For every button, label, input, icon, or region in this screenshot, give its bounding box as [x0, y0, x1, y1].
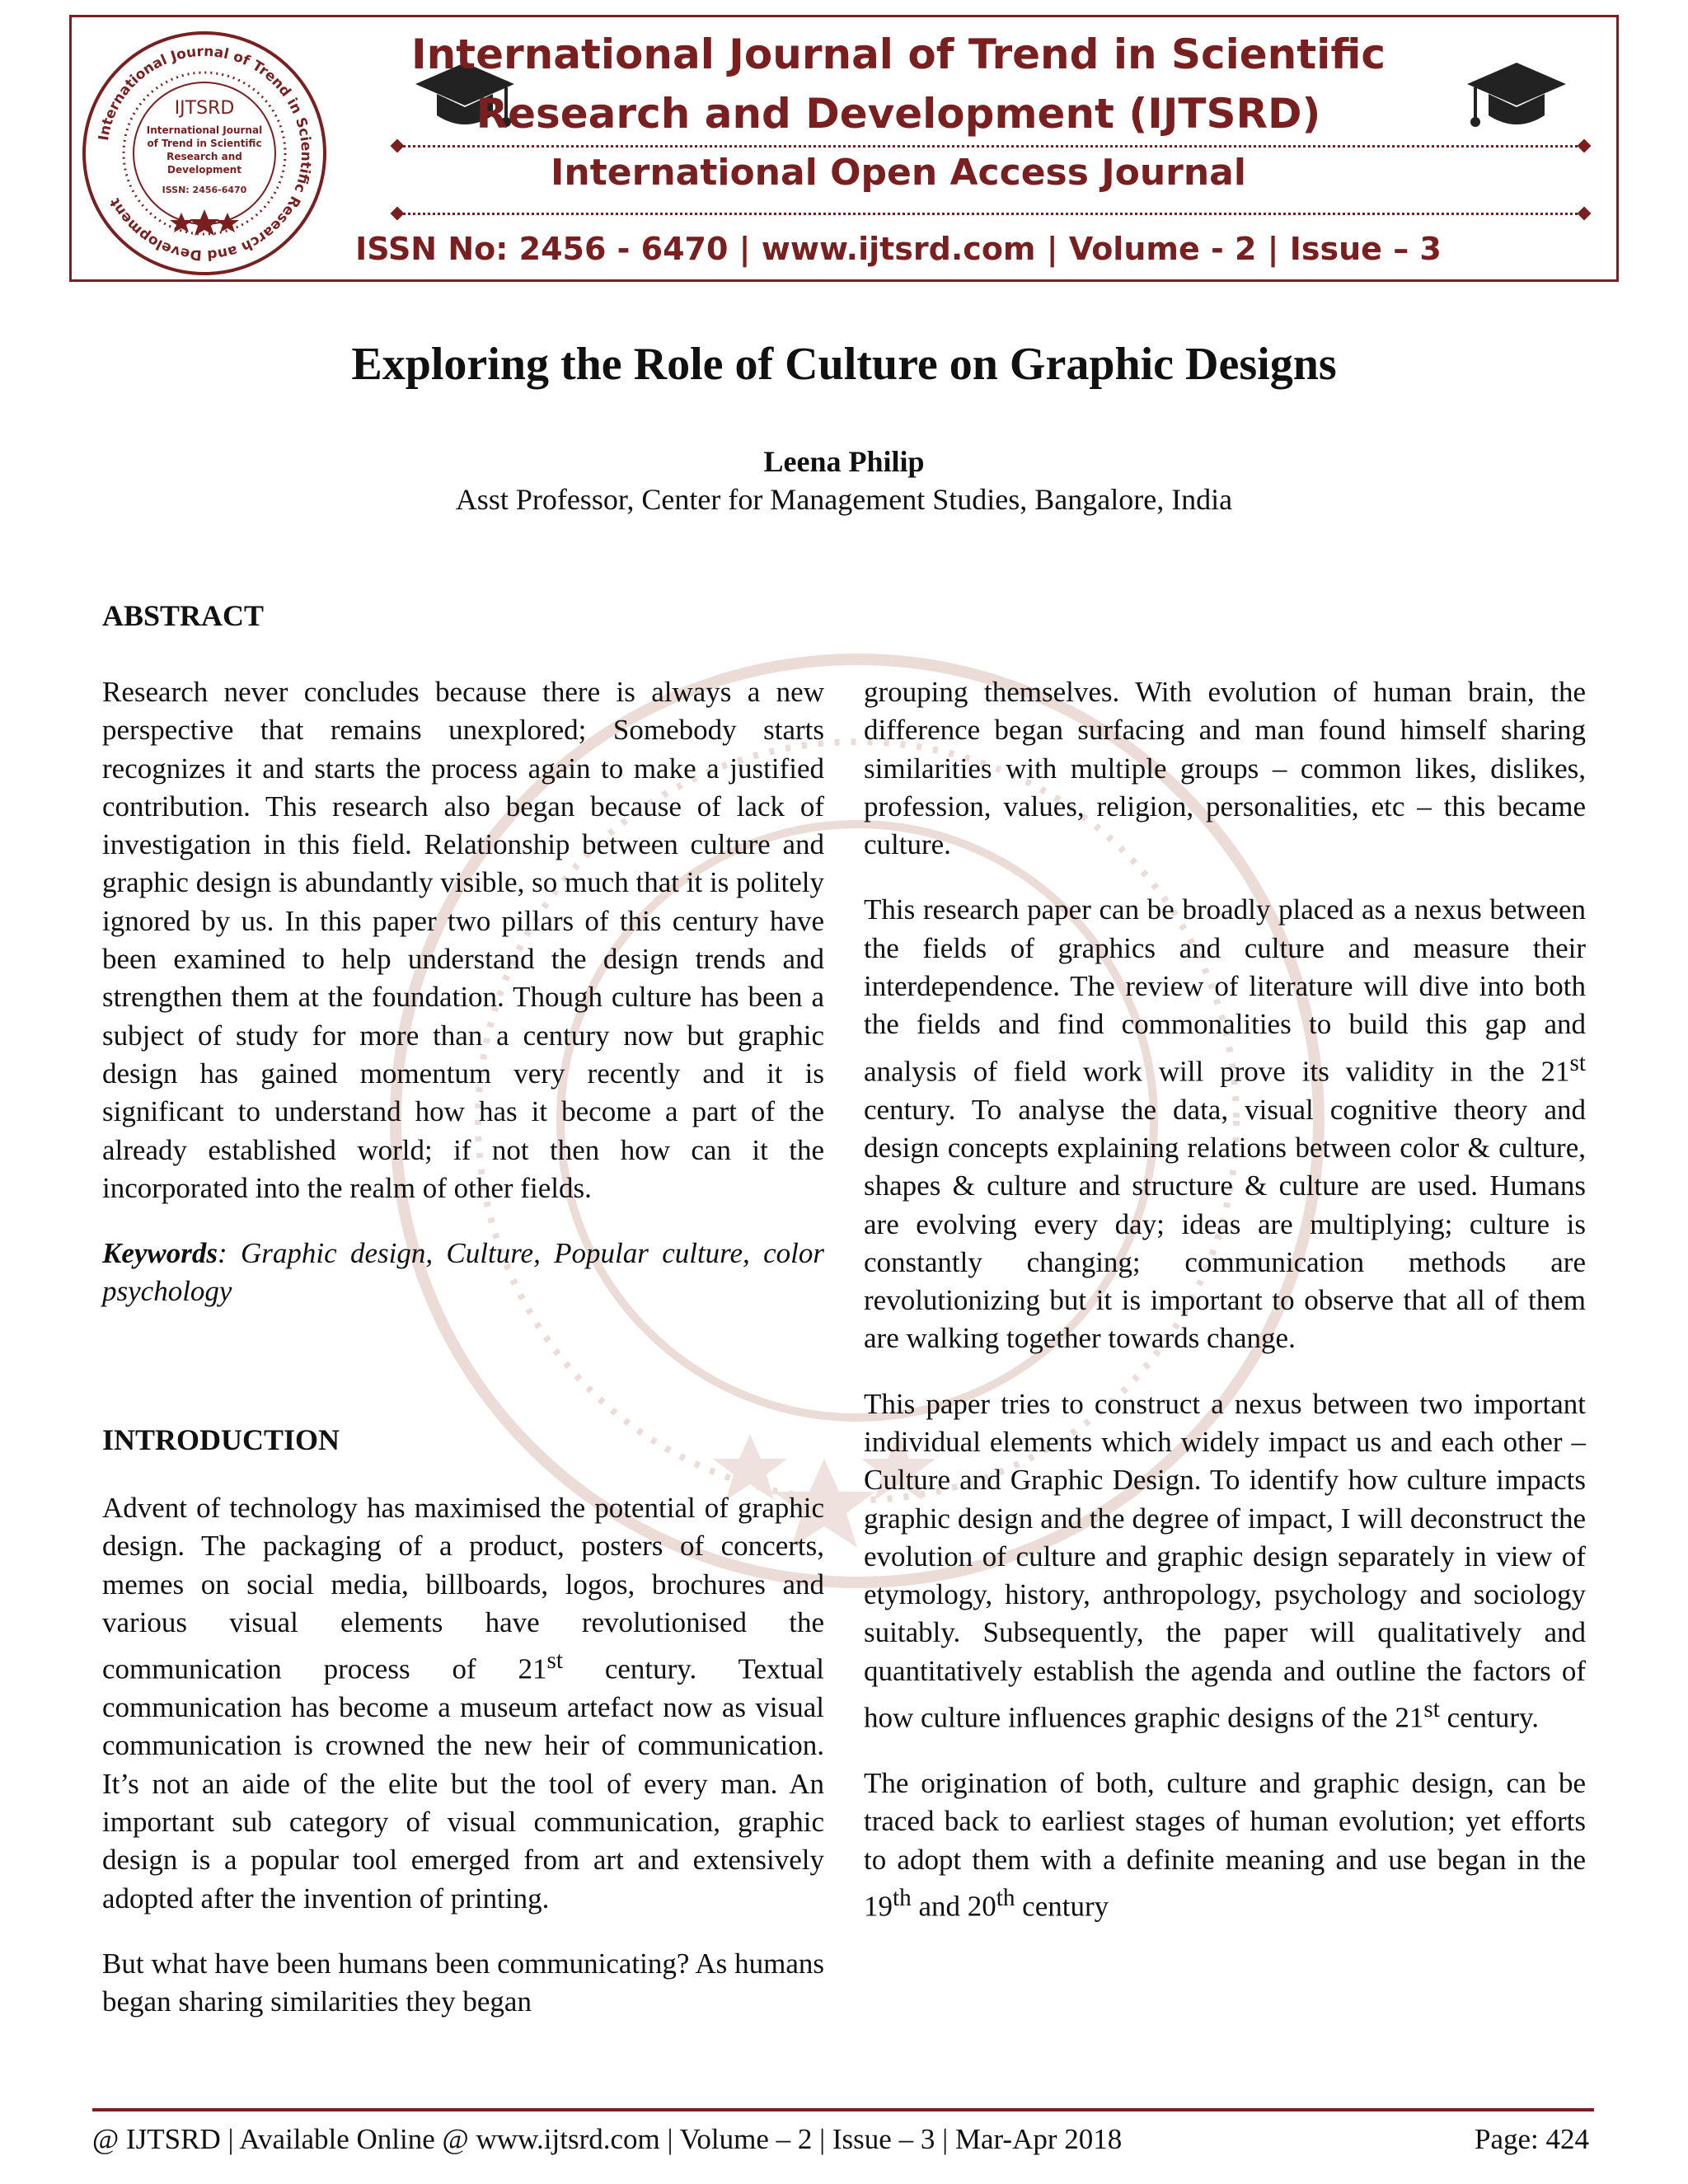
- journal-subtitle: International Open Access Journal: [551, 152, 1246, 194]
- page-footer: [92, 2116, 1594, 2163]
- paper-title: Exploring the Role of Culture on Graphic Designs: [351, 339, 1337, 390]
- body-paragraph: [864, 1765, 1586, 1926]
- logo-inner-line: of Trend in Scientific: [147, 138, 262, 149]
- superscript: th: [996, 1884, 1015, 1911]
- left-column: [102, 673, 824, 1338]
- logo-ring-text: International Journal of Trend in Scientific Research and Development: [96, 43, 315, 264]
- logo-inner-line: Research and: [166, 151, 242, 162]
- footer-left-text: @ IJTSRD | Available Online @ www.ijtsrd.com | Volume – 2 | Issue – 3 | Mar-Apr 2018: [92, 2123, 1123, 2155]
- keywords-label: Keywords: [102, 1237, 218, 1270]
- abstract-heading: ABSTRACT: [102, 599, 265, 632]
- dotted-divider: [397, 145, 1584, 148]
- superscript: st: [546, 1647, 563, 1675]
- left-column-intro: [102, 1489, 824, 2049]
- body-paragraph: grouping themselves. With evolution of human brain, the difference began surfacing and man found himself sharing similarities with multiple groups – common likes, dislikes, profession, values, religion, personalities, etc – this became culture.: [864, 676, 1586, 861]
- text-run: century. To analyse the data, visual cognitive theory and design concepts explaining relations between color & culture, shapes & culture and structure & culture are used. Humans are evolving every day; ideas are multiplying; culture is constantly changing; communication methods are revolutionizing but it is important to observe that all of them are walking together towards change.: [864, 1093, 1586, 1355]
- journal-issn-line: ISSN No: 2456 - 6470 | www.ijtsrd.com | Volume - 2 | Issue – 3: [355, 231, 1442, 267]
- keywords: [102, 1235, 824, 1311]
- logo-inner-line: International Journal: [146, 124, 263, 136]
- graduation-cap-icon: [1464, 58, 1569, 137]
- logo-abbr: IJTSRD: [174, 98, 235, 119]
- page-number: Page: 424: [1474, 2123, 1589, 2155]
- journal-title-line: Research and Development (IJTSRD): [476, 90, 1321, 138]
- journal-title: [346, 25, 1451, 143]
- text-run: The origination of both, culture and graphic design, can be traced back to earliest stages of human evolution; yet efforts to adopt them with a definite meaning and use began in the 19: [864, 1767, 1586, 1923]
- dotted-divider: [397, 213, 1584, 215]
- text-run: century. Textual communication has become a museum artefact now as visual communication is crowned the new heir of communication. It’s not an aide of the elite but the tool of every man. An important sub category of visual communication, graphic design is a popular tool emerged from art and extensively adopted after the invention of printing.: [102, 1652, 824, 1915]
- superscript: th: [893, 1884, 912, 1911]
- logo-inner-line: Development: [167, 164, 241, 176]
- ijtsrd-logo: [81, 30, 328, 277]
- keywords-text: : Graphic design, Culture, Popular culture, color psychology: [102, 1237, 824, 1308]
- text-run: Advent of technology has maximised the potential of graphic design. The packaging of a product, posters of concerts, memes on social media, billboards, logos, brochures and various visual elements have revolutionised the communication process of 21: [102, 1492, 824, 1685]
- text-run: century: [1015, 1890, 1109, 1923]
- right-column: [864, 673, 1586, 1953]
- author-name: Leena Philip: [763, 445, 925, 478]
- footer-rule: [92, 2108, 1594, 2111]
- superscript: st: [1569, 1049, 1586, 1076]
- introduction-heading: INTRODUCTION: [102, 1423, 340, 1456]
- intro-paragraph: But what have been humans been communicating? As humans began sharing similarities they began: [102, 1947, 824, 2018]
- abstract-paragraph: Research never concludes because there is always a new perspective that remains unexplored; Somebody starts recognizes it and starts the process again to make a justified contribution. This research also began because of lack of investigation in this field. Relationship between culture and graphic design is abundantly visible, so much that it is politely ignored by us. In this paper two pillars of this century have been examined to help understand the design trends and strengthen them at the foundation. Though culture has been a subject of study for more than a century now but graphic design has gained momentum very recently and it is significant to understand how has it become a part of the already established world; if not then how can it the incorporated into the realm of other fields.: [102, 676, 824, 1204]
- text-run: and 20: [911, 1890, 996, 1923]
- body-paragraph: [864, 1385, 1586, 1737]
- text-run: century.: [1439, 1701, 1540, 1734]
- intro-paragraph: [102, 1489, 824, 1918]
- author-affiliation: Asst Professor, Center for Management Studies, Bangalore, India: [455, 483, 1233, 516]
- journal-title-line: International Journal of Trend in Scientific: [410, 30, 1386, 78]
- text-run: This research paper can be broadly placed as a nexus between the fields of graphics and culture and measure their interdependence. The review of literature will dive into both the fields and find commonalities to build this gap and analysis of field work will prove its validity in the 21: [864, 893, 1586, 1088]
- text-run: This paper tries to construct a nexus between two important individual elements which widely impact us and each other – Culture and Graphic Design. To identify how culture impacts graphic design and the degree of impact, I will deconstruct the evolution of culture and graphic design separately in view of etymology, history, anthropology, psychology and sociology suitably. Subsequently, the paper will qualitatively and quantitatively establish the agenda and outline the factors of how culture influences graphic designs of the 21: [864, 1387, 1586, 1734]
- superscript: st: [1423, 1696, 1440, 1723]
- body-paragraph: [864, 891, 1586, 1357]
- logo-issn: ISSN: 2456-6470: [162, 185, 247, 195]
